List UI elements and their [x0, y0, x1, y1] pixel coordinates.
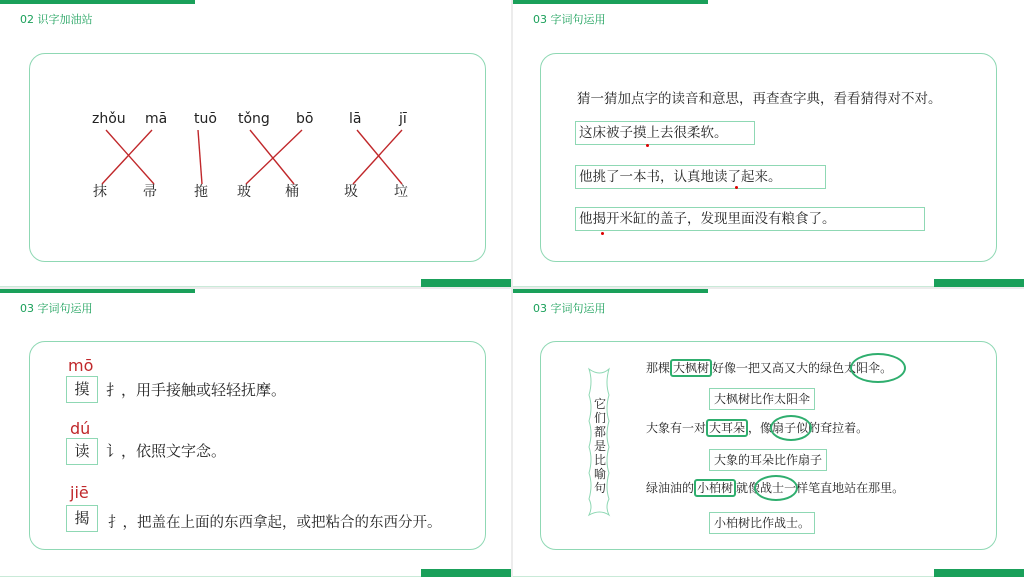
slide-metaphors[interactable]: [513, 289, 1024, 577]
sentence-1: 这床被子摸上去很柔软。: [575, 121, 755, 145]
emphasis-dot: [601, 232, 604, 235]
pinyin-tuo: tuō: [194, 111, 217, 127]
metaphor-sentence-1: 那棵 大枫树 好像一把又高又大的绿色太阳伞。: [646, 361, 893, 375]
matching-lines: [30, 54, 485, 261]
slide-title: 03 字词句运用: [533, 302, 606, 315]
emphasis-dot: [735, 186, 738, 189]
answer-1: 大枫树比作太阳伞: [709, 388, 815, 410]
definition-du: 讠，依照文字念。: [106, 442, 227, 460]
pinyin-jie: jiē: [70, 483, 89, 502]
bottom-accent-bar: [421, 569, 511, 577]
match-line: [102, 130, 152, 184]
char-tong: 桶: [285, 184, 299, 200]
char-tuo: 拖: [194, 184, 208, 200]
pinyin-tong: tǒng: [238, 111, 270, 127]
instruction-text: 猜一猜加点字的读音和意思，再查查字典，看看猜得对不对。: [577, 91, 942, 107]
highlight-subject: 大枫树: [670, 359, 712, 377]
slide-definitions[interactable]: [0, 289, 511, 577]
bottom-accent-bar: [421, 279, 511, 287]
bottom-accent-bar: [934, 569, 1024, 577]
slide-title: 02 识字加油站: [20, 13, 93, 26]
highlight-oval: [754, 475, 798, 501]
definition-mo: 扌，用手接触或轻轻抚摩。: [106, 381, 287, 399]
match-line: [198, 130, 202, 184]
top-accent-bar: [0, 0, 195, 4]
sentence-2: 他挑了一本书，认真地读了起来。: [575, 165, 826, 189]
pinyin-du: dú: [70, 419, 91, 438]
char-box-du: 读: [66, 438, 98, 465]
emphasis-dot: [646, 144, 649, 147]
scroll-banner: [513, 289, 633, 549]
pinyin-la: lā: [349, 111, 362, 127]
highlight-subject: 小柏树: [694, 479, 736, 497]
slide-title: 03 字词句运用: [533, 13, 606, 26]
slide-guess-words[interactable]: [513, 0, 1024, 287]
highlight-oval: [770, 415, 812, 441]
bottom-line: [0, 286, 421, 287]
definition-jie: 扌，把盖在上面的东西拿起，或把粘合的东西分开。: [108, 515, 442, 531]
char-la: 垃: [394, 184, 408, 200]
highlight-subject: 大耳朵: [706, 419, 748, 437]
bottom-accent-bar: [934, 279, 1024, 287]
char-bo: 玻: [237, 184, 251, 200]
char-box-jie: 揭: [66, 505, 98, 532]
top-accent-bar: [513, 0, 708, 4]
match-line: [250, 130, 294, 184]
pinyin-bo: bō: [296, 111, 314, 127]
char-box-mo: 摸: [66, 376, 98, 403]
pinyin-ji: jī: [399, 111, 407, 127]
pinyin-zhou: zhǒu: [92, 111, 126, 127]
match-line: [106, 130, 154, 184]
highlight-oval: [850, 353, 906, 383]
top-accent-bar: [0, 289, 195, 293]
match-line: [246, 130, 302, 184]
char-zhou: 帚: [143, 184, 157, 200]
pinyin-mo: mō: [68, 356, 94, 375]
char-mo: 抹: [93, 184, 107, 200]
slide-title: 03 字词句运用: [20, 302, 93, 315]
metaphor-sentence-2: 大象有一对 大耳朵 ，像扇子似的耷拉着。: [646, 421, 869, 435]
answer-3: 小柏树比作战士。: [709, 512, 815, 534]
slide-literacy-station[interactable]: [0, 0, 511, 287]
content-panel: [29, 53, 486, 262]
banner-text: 它们都是比喻句: [594, 397, 607, 495]
char-ji: 圾: [344, 184, 358, 200]
sentence-3: 他揭开米缸的盖子，发现里面没有粮食了。: [575, 207, 925, 231]
metaphor-sentence-3: 绿油油的 小柏树 就像战士一样笔直地站在那里。: [646, 481, 905, 495]
answer-2: 大象的耳朵比作扇子: [709, 449, 827, 471]
bottom-line: [513, 286, 934, 287]
pinyin-ma: mā: [145, 111, 168, 127]
